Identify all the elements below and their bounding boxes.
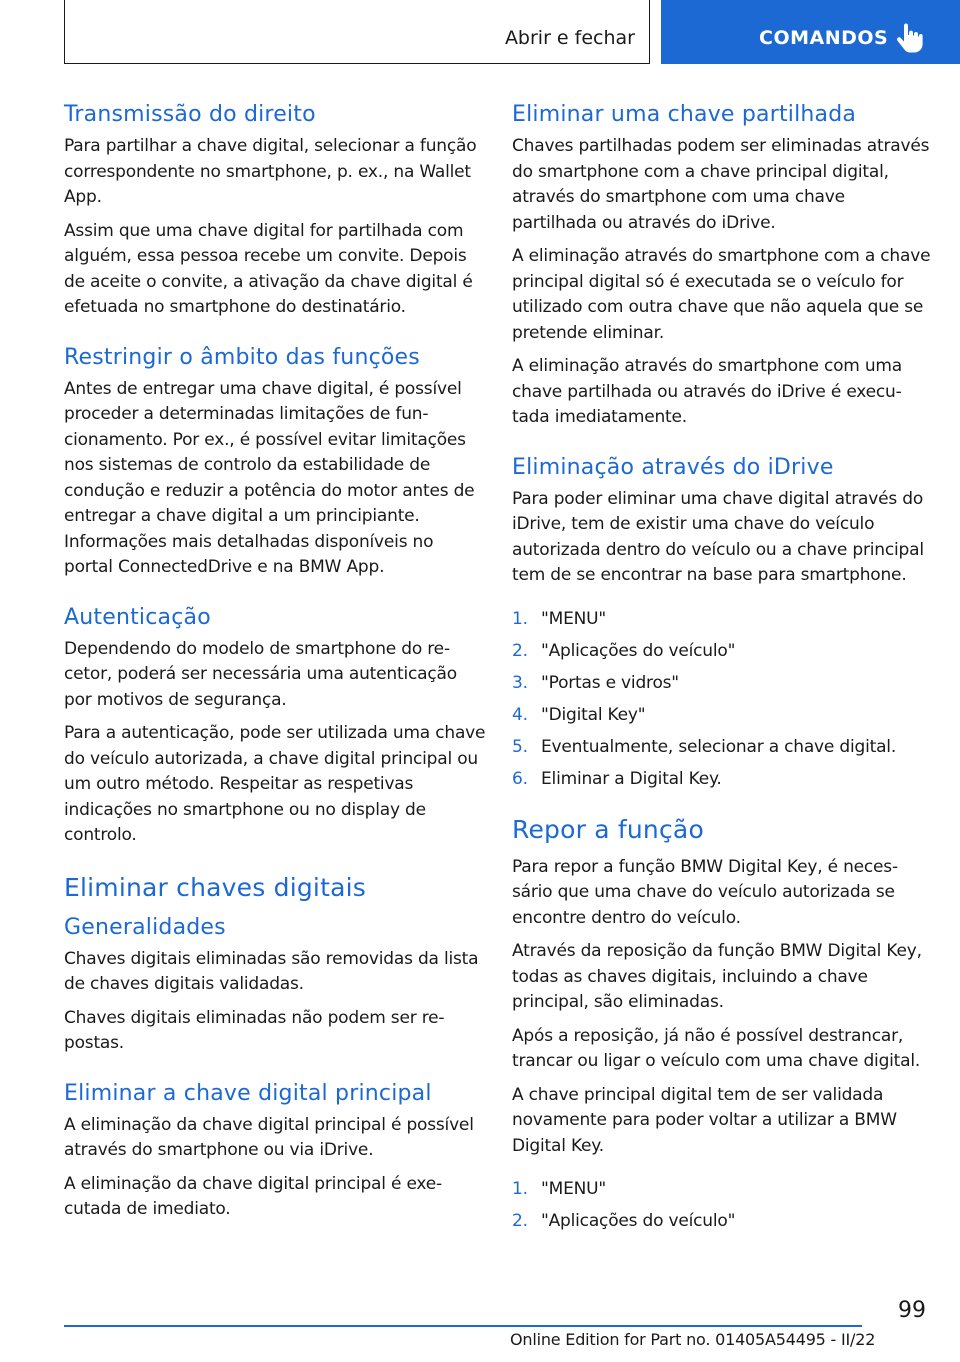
- footer-edition-text: Online Edition for Part no. 01405A54495 - II/22: [510, 1330, 876, 1349]
- paragraph: A eliminação através do smartphone com a chave principal digital só é executada se o veículo for utilizado com outra chave que não aquela que se pretende eliminar.: [512, 246, 931, 343]
- step-text: "Aplicações do veículo": [541, 1211, 736, 1231]
- step-number: 1.: [512, 608, 528, 629]
- paragraph: Chaves digitais eliminadas são removidas da lista de chaves digitais validadas.: [64, 948, 479, 994]
- paragraph: Para poder eliminar uma chave digital através do iDrive, tem de existir uma chave do veículo autorizada dentro do veículo ou a chave principal tem de se encontrar na base para smartphone.: [512, 488, 924, 585]
- heading-eliminar-principal: Eliminar a chave digital principal: [64, 1080, 432, 1106]
- paragraph: Dependendo do modelo de smartphone do recetor, poderá ser necessária uma autenticação por motivos de segurança.: [64, 638, 457, 710]
- heading-eliminar-partilhada: Eliminar uma chave partilhada: [512, 102, 857, 127]
- paragraph: A eliminação da chave digital principal é executada de imediato.: [64, 1173, 443, 1219]
- list-item: [512, 1209, 932, 1235]
- header-section-box: [64, 0, 650, 64]
- list-item: [512, 671, 932, 697]
- heading-restringir: Restringir o âmbito das funções: [64, 344, 420, 370]
- step-number: 2.: [512, 1211, 528, 1231]
- header-chapter-tab: [661, 0, 960, 64]
- step-number: 6.: [512, 768, 528, 789]
- step-text: "Portas e vidros": [541, 672, 679, 693]
- list-item: [512, 639, 932, 665]
- step-text: Eliminar a Digital Key.: [541, 768, 722, 789]
- header-chapter-label: COMANDOS: [759, 27, 889, 49]
- heading-eliminar-chaves: Eliminar chaves digitais: [64, 872, 366, 902]
- step-number: 2.: [512, 640, 528, 661]
- paragraph: A eliminação da chave digital principal é possível através do smartphone ou via iDrive.: [64, 1114, 474, 1160]
- step-text: "Aplicações do veículo": [541, 640, 736, 661]
- paragraph: A chave principal digital tem de ser validada novamente para poder voltar a utilizar a BMW Digital Key.: [512, 1084, 897, 1156]
- list-item: [512, 735, 932, 761]
- heading-eliminacao-idrive: Eliminação através do iDrive: [512, 454, 834, 480]
- header-section-label: Abrir e fechar: [504, 27, 635, 49]
- footer-divider: [64, 1325, 862, 1327]
- steps-list-idrive: [512, 607, 932, 793]
- step-number: 4.: [512, 704, 528, 725]
- paragraph: A eliminação através do smartphone com uma chave partilhada ou através do iDrive é executada imediatamente.: [512, 356, 903, 427]
- heading-transmissao: Transmissão do direito: [64, 102, 316, 127]
- paragraph: Antes de entregar uma chave digital, é possível proceder a determinadas limitações de funcionamento. Por ex., é possível evitar limitações nos sistemas de controlo da estabilidade de condução e reduzir a potência do motor antes de entregar a chave digital a um principiante. Informações mais detalhadas disponíveis no portal ConnectedDrive e na BMW App.: [64, 378, 475, 577]
- paragraph: Chaves digitais eliminadas não podem ser repostas.: [64, 1007, 445, 1053]
- paragraph: Para partilhar a chave digital, selecionar a função correspondente no smartphone, p. ex., na Wallet App.: [64, 136, 477, 207]
- page-number: 99: [898, 1298, 926, 1323]
- step-number: 5.: [512, 736, 528, 757]
- step-number: 3.: [512, 672, 528, 693]
- paragraph: Assim que uma chave digital for partilhada com alguém, essa pessoa recebe um convite. Depois de aceite o convite, a ativação da chave digital é efetuada no smartphone do destinatário.: [64, 220, 473, 317]
- list-item: [512, 1177, 932, 1203]
- left-column: [64, 100, 486, 1231]
- step-text: Eventualmente, selecionar a chave digital.: [541, 736, 897, 757]
- list-item: [512, 607, 932, 633]
- step-text: "Digital Key": [541, 704, 646, 725]
- paragraph: Após a reposição, já não é possível destrancar, trancar ou ligar o veículo com uma chave digital.: [512, 1025, 921, 1071]
- heading-repor: Repor a função: [512, 814, 704, 844]
- paragraph: Chaves partilhadas podem ser eliminadas através do smartphone com a chave principal digital, através do smartphone com uma chave partilhada ou através do iDrive.: [512, 136, 930, 233]
- hand-pointer-icon: [895, 23, 923, 53]
- steps-list-repor: [512, 1177, 932, 1235]
- right-column: [512, 100, 932, 1241]
- paragraph: Através da reposição da função BMW Digital Key, todas as chaves digitais, incluindo a chave principal, são eliminadas.: [512, 941, 922, 1012]
- paragraph: Para repor a função BMW Digital Key, é necessário que uma chave do veículo autorizada se encontre dentro do veículo.: [512, 856, 899, 928]
- heading-generalidades: Generalidades: [64, 914, 226, 940]
- heading-autenticacao: Autenticação: [64, 604, 211, 630]
- step-number: 1.: [512, 1179, 528, 1199]
- paragraph: Para a autenticação, pode ser utilizada uma chave do veículo autorizada, a chave digital principal ou um outro método. Respeitar as respetivas indicações no smartphone ou no display de controlo.: [64, 723, 486, 845]
- list-item: [512, 703, 932, 729]
- step-text: "MENU": [541, 608, 607, 629]
- list-item: [512, 767, 932, 793]
- step-text: "MENU": [541, 1179, 607, 1199]
